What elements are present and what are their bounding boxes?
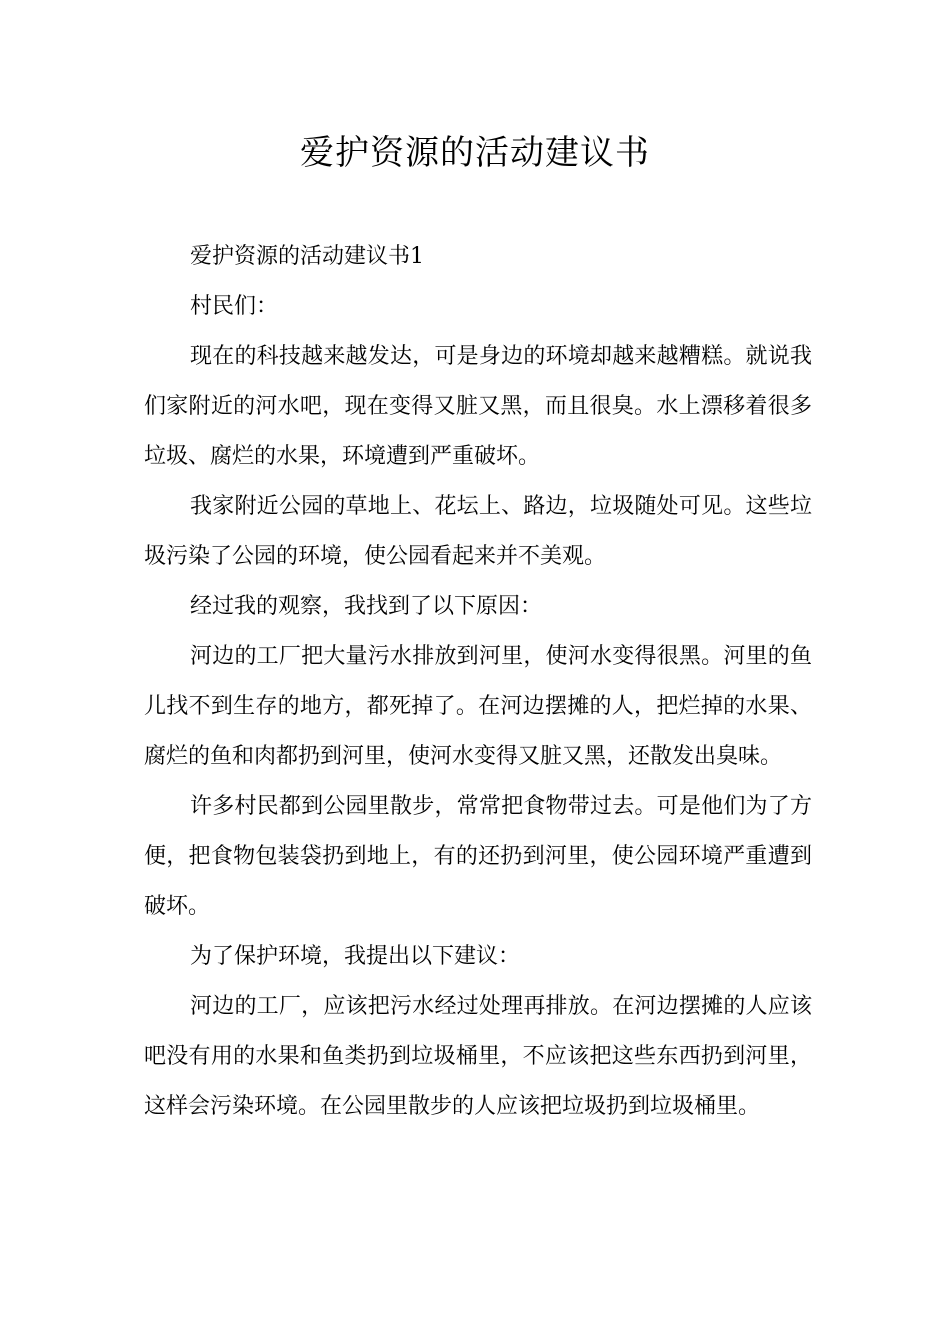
- paragraph-heading: 爱护资源的活动建议书1: [190, 244, 424, 269]
- paragraph: 我家附近公园的草地上、花坛上、路边，垃圾随处可见。这些垃圾污染了公园的环境，使公园看起来并不美观。: [144, 494, 812, 569]
- document-body: [144, 232, 812, 1132]
- paragraph: 河边的工厂，应该把污水经过处理再排放。在河边摆摊的人应该吧没有用的水果和鱼类扔到垃圾桶里，不应该把这些东西扔到河里，这样会污染环境。在公园里散步的人应该把垃圾扔到垃圾桶里。: [144, 994, 812, 1119]
- paragraph: 现在的科技越来越发达，可是身边的环境却越来越糟糕。就说我们家附近的河水吧，现在变得又脏又黑，而且很臭。水上漂移着很多垃圾、腐烂的水果，环境遭到严重破坏。: [144, 344, 812, 469]
- paragraph: 经过我的观察，我找到了以下原因：: [190, 594, 543, 619]
- paragraph: 河边的工厂把大量污水排放到河里，使河水变得很黑。河里的鱼儿找不到生存的地方，都死掉了。在河边摆摊的人，把烂掉的水果、腐烂的鱼和肉都扔到河里，使河水变得又脏又黑，还散发出臭味。: [144, 644, 812, 769]
- document-title: 爱护资源的活动建议书: [300, 133, 650, 173]
- paragraph: 为了保护环境，我提出以下建议：: [190, 944, 521, 969]
- paragraph: 许多村民都到公园里散步，常常把食物带过去。可是他们为了方便，把食物包装袋扔到地上，有的还扔到河里，使公园环境严重遭到破坏。: [144, 794, 812, 919]
- paragraph-salutation: 村民们：: [190, 294, 279, 319]
